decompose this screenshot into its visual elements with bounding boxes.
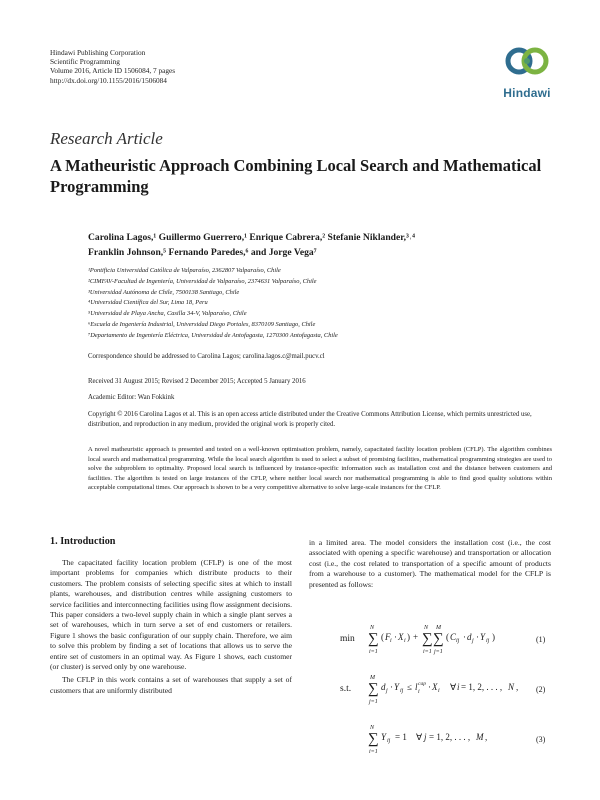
svg-text:N: N [370, 625, 375, 631]
svg-text:i=1: i=1 [369, 749, 378, 755]
affiliations [88, 266, 558, 342]
right-column [309, 538, 551, 590]
article-title: A Matheuristic Approach Combining Local Search and Mathematical Programming [50, 156, 542, 196]
affiliation: ²CIMFAV-Facultad de Ingeniería, Universidad de Valparaíso, 2374631 Valparaíso, Chile [88, 277, 317, 285]
svg-text:∑: ∑ [433, 631, 444, 647]
svg-text:N: N [424, 625, 429, 631]
svg-text:·: · [390, 682, 393, 692]
volume-info: Volume 2016, Article ID 1506084, 7 pages [50, 66, 176, 76]
affiliation: ⁵Universidad de Playa Ancha, Casilla 34-V, Valparaíso, Chile [88, 310, 247, 318]
capacity-constraint-formula [368, 672, 533, 706]
svg-text:j: j [386, 688, 388, 694]
svg-text:∀: ∀ [416, 732, 423, 742]
svg-text:M: M [370, 675, 375, 681]
authors-line-1: Carolina Lagos,¹ Guillermo Guerrero,¹ Enrique Cabrera,² Stefanie Niklander,³˒⁴ [88, 232, 415, 243]
svg-text:Y: Y [381, 732, 387, 742]
journal-header [50, 48, 175, 85]
svg-text:Y: Y [394, 682, 400, 692]
svg-text:ij: ij [486, 638, 490, 644]
svg-text:): ) [492, 632, 495, 642]
svg-text:(: ( [381, 632, 384, 642]
correspondence: Correspondence should be addressed to Carolina Lagos; carolina.lagos.c@mail.pucv.cl [88, 353, 325, 360]
equation-number: (2) [536, 685, 546, 694]
equation-number: (1) [536, 635, 546, 644]
assignment-constraint-formula [368, 722, 528, 756]
copyright-notice: Copyright © 2016 Carolina Lagos et al. This is an open access article distributed under the Creative Commons Attribution License, which permits unrestricted use, distribution, and reproduction in any medium, provided the original work is properly cited. [88, 411, 532, 428]
svg-text:·: · [476, 632, 479, 642]
svg-text:d: d [381, 682, 386, 692]
equation-lead: s.t. [340, 684, 352, 694]
doi-link[interactable]: http://dx.doi.org/10.1155/2016/1506084 [50, 75, 167, 85]
affiliation: ⁷Departamento de Ingeniería Eléctrica, Universidad de Antofagasta, 1270300 Antofagasta, Chile [88, 331, 338, 339]
svg-text:= 1, 2, . . . ,: = 1, 2, . . . , [429, 732, 471, 742]
svg-text:∑: ∑ [368, 681, 379, 697]
svg-text:d: d [467, 632, 472, 642]
svg-text:·: · [463, 632, 466, 642]
svg-text:i=1: i=1 [369, 649, 378, 655]
svg-text:cap: cap [418, 681, 426, 687]
author-list [88, 230, 558, 260]
svg-text:∀: ∀ [450, 682, 457, 692]
svg-text:∑: ∑ [422, 631, 433, 647]
svg-text:∑: ∑ [368, 631, 379, 647]
svg-text:i: i [457, 682, 460, 692]
svg-text:M: M [476, 732, 484, 742]
svg-text:∑: ∑ [368, 731, 379, 747]
equation-number: (3) [536, 735, 546, 744]
svg-text:j=1: j=1 [434, 649, 443, 655]
svg-text:X: X [398, 632, 404, 642]
journal-name: Scientific Programming [50, 57, 120, 67]
svg-text:N: N [508, 682, 515, 692]
svg-text:ij: ij [400, 688, 404, 694]
academic-editor: Academic Editor: Wan Fokkink [88, 394, 175, 401]
svg-text:j: j [472, 638, 474, 644]
svg-text:j: j [424, 732, 427, 742]
svg-text:i: i [418, 689, 420, 695]
affiliation: ⁶Escuela de Ingeniería Industrial, Universidad Diego Portales, 8370109 Santiago, Chile [88, 320, 316, 328]
svg-text:≤: ≤ [407, 682, 412, 692]
svg-text:C: C [450, 632, 457, 642]
abstract: A novel matheuristic approach is presented and tested on a well-known optimisation problem, namely, capacitated facility location problem (CFLP). The algorithm combines local search and mathematical programming. While the local search algorithm is used to select a subset of promising facilities, mathematical programming strategies are used to solve the subproblem to optimality. Proposed local search is influenced by instance-specific information such as installation cost and the distance between customers and facilities. The algorithm is tested on large instances of the CFLP, where neither local search nor mathematical programming is able to find good quality solutions within acceptable computational times. Our approach is shown to be a very competitive alternative to solve large-scale instances for the CFLP. [88, 446, 552, 492]
svg-text:i: i [390, 638, 392, 644]
svg-text:l: l [415, 682, 418, 692]
svg-text:M: M [436, 625, 441, 631]
svg-text:,: , [485, 732, 488, 742]
svg-text:+: + [413, 632, 419, 642]
svg-text:i: i [404, 638, 406, 644]
section-heading: 1. Introduction [50, 536, 116, 547]
svg-text:F: F [385, 632, 391, 642]
svg-text:i=1: i=1 [423, 649, 432, 655]
equation-lead: min [340, 634, 355, 644]
svg-text:i: i [438, 688, 440, 694]
svg-text:(: ( [446, 632, 449, 642]
article-type: Research Article [50, 129, 163, 148]
svg-text:Y: Y [480, 632, 486, 642]
svg-text:ij: ij [387, 738, 391, 744]
svg-text:j=1: j=1 [369, 699, 378, 705]
hindawi-logo-text: Hindawi [503, 86, 551, 100]
publisher: Hindawi Publishing Corporation [50, 48, 146, 57]
intro-paragraph-3: in a limited area. The model considers the installation cost (i.e., the cost associated with opening a specific warehouse) and transportation or allocation cost (i.e., the cost related to transportation of a specific amount of products from a warehouse to a customer). The mathematical model for the CFLP is presented as follows: [309, 538, 551, 589]
svg-text:= 1, 2, . . . ,: = 1, 2, . . . , [461, 682, 503, 692]
authors-line-2: Franklin Johnson,⁵ Fernando Paredes,⁶ and Jorge Vega⁷ [88, 247, 317, 258]
objective-formula [368, 622, 528, 656]
affiliation: ⁴Universidad Científica del Sur, Lima 18, Peru [88, 299, 208, 307]
svg-text:N: N [370, 725, 375, 731]
intro-paragraph-1: The capacitated facility location problem (CFLP) is one of the most important problems for companies which distribute products to their customers. The problem consists of selecting specific sites at which to install plants, warehouses, and distribution centres while assigning customers to service facilities and interconnecting facilities using flow assignment decisions. This paper considers a two-level supply chain in which a single plant serves a set of warehouses, which in turn serve a set of end customers or retailers. Figure 1 shows the basic configuration of our supply chain. Therefore, we aim to solve this problem by finding a set of locations that allows us to serve the entire set of customers in an optimal way. As Figure 1 shows, each customer (or cluster) is served only by one warehouse. [50, 558, 292, 672]
svg-text:X: X [432, 682, 438, 692]
svg-text:): ) [407, 632, 410, 642]
affiliation: ³Universidad Autónoma de Chile, 7500138 Santiago, Chile [88, 288, 240, 296]
received-dates: Received 31 August 2015; Revised 2 December 2015; Accepted 5 January 2016 [88, 378, 306, 385]
svg-text:·: · [428, 682, 431, 692]
svg-text:ij: ij [456, 638, 460, 644]
affiliation: ¹Pontificia Universidad Católica de Valparaíso, 2362807 Valparaíso, Chile [88, 267, 281, 274]
left-column [50, 558, 292, 696]
svg-text:·: · [394, 632, 397, 642]
intro-paragraph-2: The CFLP in this work contains a set of warehouses that supply a set of customers that are uniformly distributed [50, 675, 292, 695]
svg-text:= 1: = 1 [395, 732, 407, 742]
svg-text:,: , [516, 682, 519, 692]
